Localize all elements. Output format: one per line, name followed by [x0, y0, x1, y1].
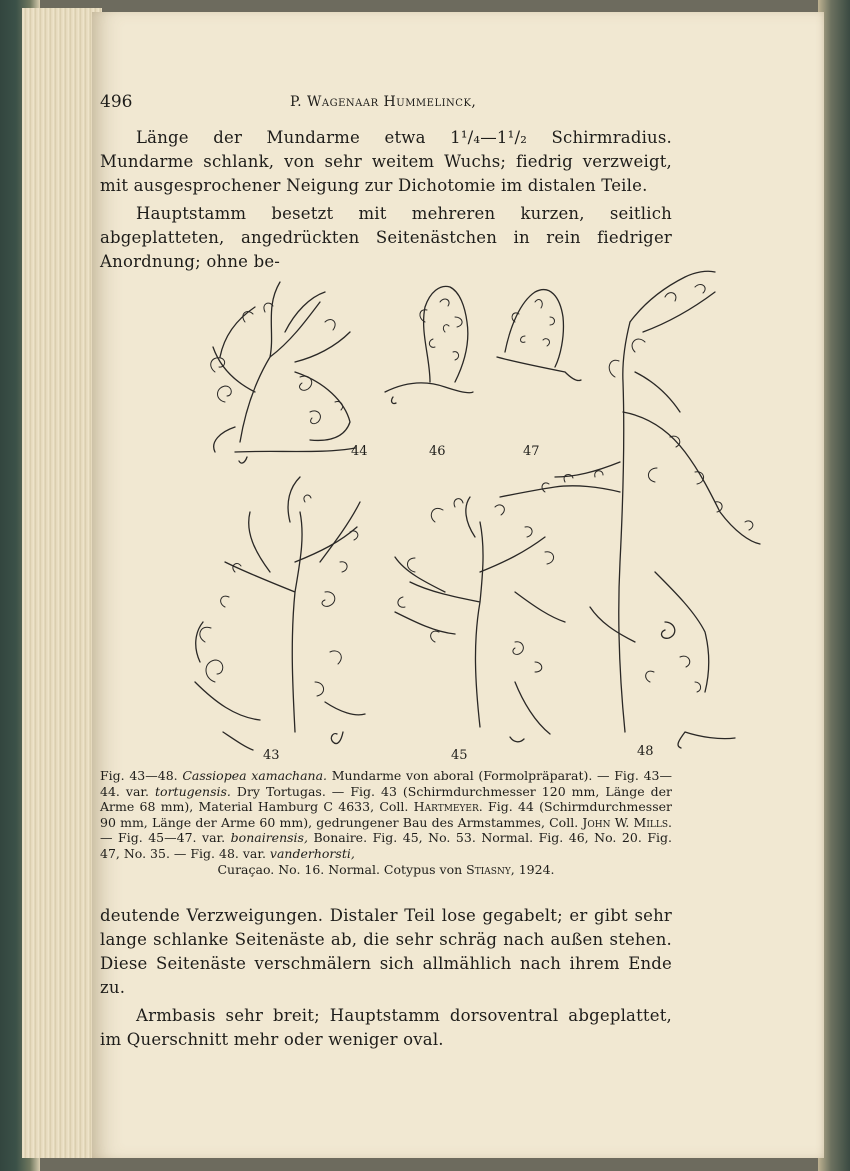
figure-label-45: 45 — [451, 748, 468, 763]
caption-species: Cassiopea xamachana. — [182, 768, 328, 783]
caption-text: Dry Tortugas. — Fig. 43 (Schirmdurchmesser 120 mm, Länge der Arme 68 mm), Material Hamburg C 4633, Coll. — [100, 783, 672, 815]
caption-text: Bonaire. Fig. 45, No. 53. Normal. Fig. 46, No. 20. Fig. 47, No. 35. — Fig. 48. var. — [100, 830, 672, 861]
drawing-fig-45 — [395, 497, 565, 742]
caption-text: Fig. 44 (Schirmdurchmesser 90 mm, Länge der Arme 60 mm), gedrungener Bau des Armstammes, Coll. — [100, 799, 672, 830]
body-text-bottom — [100, 904, 672, 1056]
caption-collector: John W. Mills. — [582, 814, 672, 830]
caption-author: Stiasny, — [466, 861, 515, 877]
page-header — [100, 92, 672, 116]
caption-text: — Fig. 45—47. var. — [100, 830, 226, 846]
caption-text: Mundarme von aboral (Formolpräparat). — Fig. 43—44. var. — [100, 768, 672, 799]
running-head: P. Wagenaar Hummelinck, — [290, 94, 477, 110]
caption-text: Fig. 43—48. — [100, 768, 178, 783]
caption-collector: Hartmeyer. — [413, 799, 483, 815]
drawing-fig-46 — [385, 286, 473, 403]
figure-label-48: 48 — [637, 744, 654, 759]
mouth-arm-drawings — [95, 262, 767, 772]
figure-43-48 — [95, 262, 767, 772]
paragraph: Hauptstamm besetzt mit mehreren kurzen, seitlich abgeplatteten, angedrückten Seitenästchen in rein fiedriger Anordnung; ohne be- — [100, 204, 672, 271]
paragraph: Armbasis sehr breit; Hauptstamm dorsoventral abgeplattet, im Querschnitt mehr oder weniger oval. — [100, 1006, 672, 1049]
drawing-fig-44 — [211, 282, 355, 463]
caption-text: Curaçao. No. 16. Normal. Cotypus von — [217, 861, 463, 877]
figure-label-47: 47 — [523, 444, 540, 459]
paragraph: deutende Verzweigungen. Distaler Teil lose gegabelt; er gibt sehr lange schlanke Seitenäste ab, die sehr schräg nach außen stehen. Diese Seitenäste verschmälern sich allmählich nach ihrem Ende zu. — [100, 906, 672, 997]
drawing-fig-47 — [497, 290, 581, 381]
drawing-fig-43 — [195, 477, 365, 750]
paragraph: Länge der Mundarme etwa 1¹/₄—1¹/₂ Schirmradius. Mundarme schlank, von sehr weitem Wuchs; fiedrig verzweigt, mit ausgesprochener Neigung zur Dichotomie im distalen Teile. — [100, 128, 672, 195]
figure-caption — [100, 768, 672, 877]
page-edges — [22, 8, 102, 1158]
caption-text: 1924. — [518, 861, 555, 877]
caption-variety: vanderhorsti, — [269, 845, 355, 861]
caption-last-line — [100, 862, 672, 878]
body-text-top — [100, 126, 672, 278]
caption-variety: tortugensis. — [155, 783, 231, 799]
figure-label-46: 46 — [429, 444, 446, 459]
caption-variety: bonairensis, — [230, 830, 308, 846]
drawing-fig-48 — [500, 271, 760, 748]
figure-label-44: 44 — [351, 444, 368, 459]
figure-label-43: 43 — [263, 748, 280, 763]
page-number: 496 — [100, 92, 133, 112]
